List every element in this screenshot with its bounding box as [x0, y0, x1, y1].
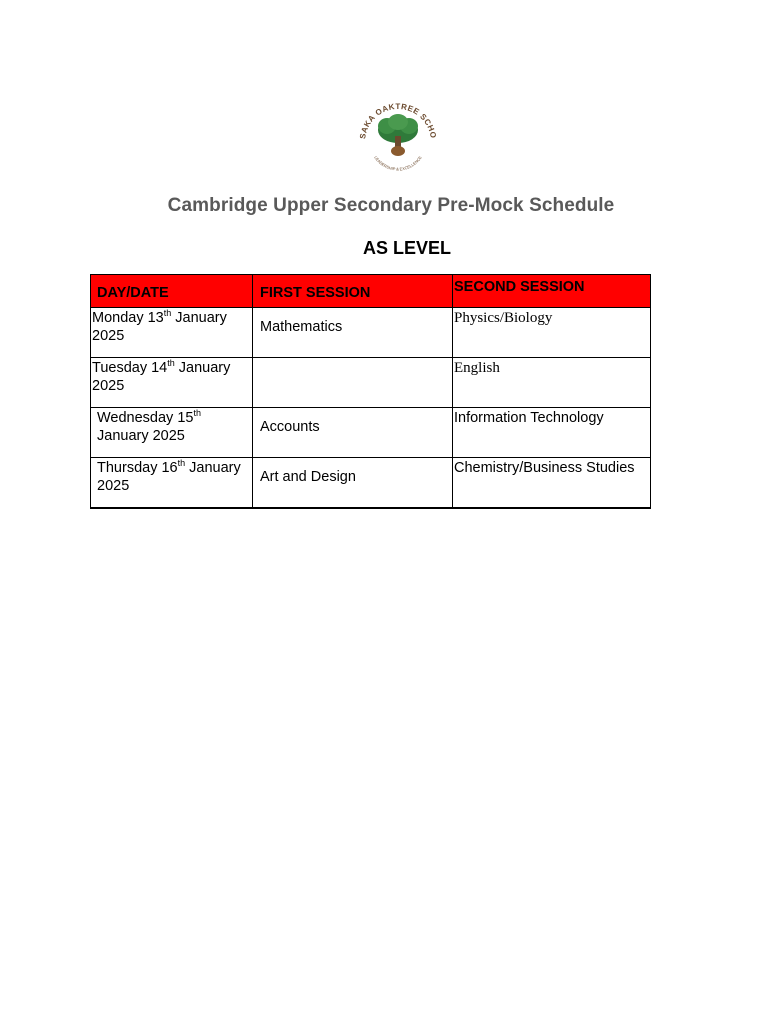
second-session-cell: Physics/Biology — [453, 308, 651, 358]
day-date-cell: Wednesday 15th January 2025 — [91, 408, 253, 458]
header-first-session: FIRST SESSION — [253, 275, 453, 308]
day-date-cell: Monday 13th January 2025 — [91, 308, 253, 358]
second-session-cell: English — [453, 358, 651, 408]
first-session-cell: Mathematics — [253, 308, 453, 358]
first-session-cell — [253, 358, 453, 408]
table-header-row — [91, 275, 651, 308]
day-date-cell: Tuesday 14th January 2025 — [91, 358, 253, 408]
page-subtitle: AS LEVEL — [362, 238, 451, 258]
header-day-date: DAY/DATE — [91, 275, 253, 308]
header-second-session: SECOND SESSION — [453, 275, 651, 308]
first-session-cell: Art and Design — [253, 458, 453, 508]
day-date-cell: Thursday 16th January 2025 — [91, 458, 253, 508]
first-session-cell: Accounts — [253, 408, 453, 458]
page-title: Cambridge Upper Secondary Pre-Mock Schedule — [167, 195, 615, 216]
schedule-table — [90, 274, 651, 509]
svg-text:LEADERSHIP & EXCELLENCE — [373, 155, 423, 172]
second-session-cell: Information Technology — [453, 408, 651, 458]
school-logo — [353, 92, 443, 176]
second-session-cell: Chemistry/Business Studies — [453, 458, 651, 508]
table-row — [91, 358, 651, 408]
table-row — [91, 308, 651, 358]
oak-tree-logo-icon — [353, 92, 443, 176]
logo-text-bottom: LEADERSHIP & EXCELLENCE — [373, 155, 423, 172]
table-row — [91, 458, 651, 508]
table-row — [91, 408, 651, 458]
logo-text-top: SAKA OAKTREE SCHO — [358, 101, 438, 140]
